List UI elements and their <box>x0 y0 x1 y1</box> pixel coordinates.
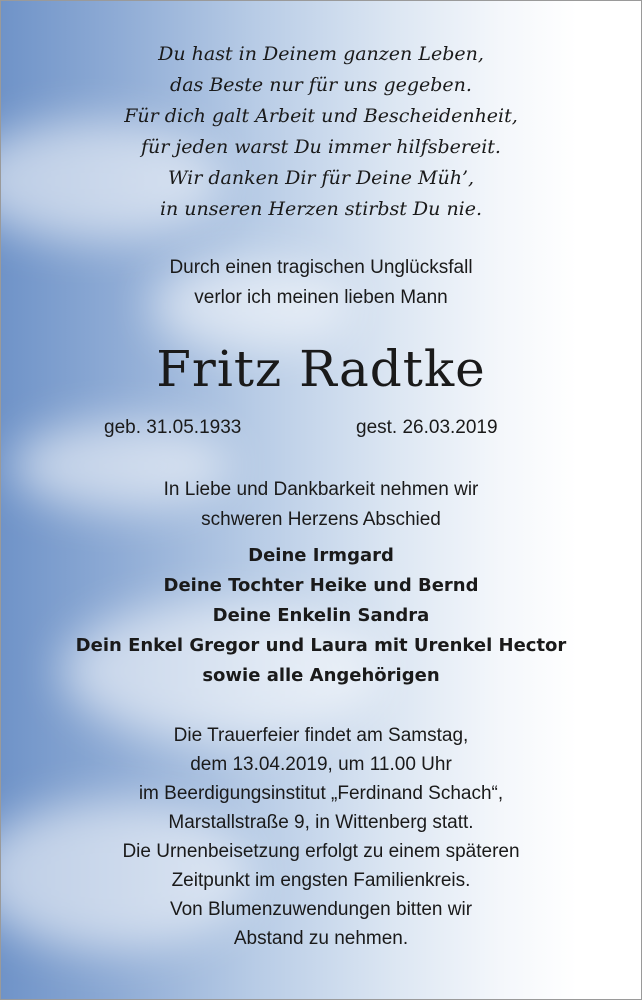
mourner-entry: Deine Irmgard <box>248 545 394 566</box>
farewell-text <box>1 475 641 535</box>
poem-line: Wir danken Dir für Deine Müh’, <box>167 167 475 189</box>
mourner-entry: Deine Tochter Heike und Bernd <box>163 575 479 596</box>
poem-line: in unseren Herzen stirbst Du nie. <box>159 198 483 220</box>
service-line: Die Urnenbeisetzung erfolgt zu einem späteren <box>122 841 520 862</box>
mourner-entry: Dein Enkel Gregor und Laura mit Urenkel Hector <box>75 635 567 656</box>
service-line: dem 13.04.2019, um 11.00 Uhr <box>190 754 452 775</box>
poem-line: das Beste nur für uns gegeben. <box>170 74 472 96</box>
service-line: im Beerdigungsinstitut „Ferdinand Schach“, <box>138 783 504 804</box>
intro-line: Durch einen tragischen Unglücksfall <box>169 257 473 278</box>
farewell-line: schweren Herzens Abschied <box>201 509 441 530</box>
mourners-list <box>1 541 641 691</box>
intro-line: verlor ich meinen lieben Mann <box>194 287 448 308</box>
life-dates <box>1 413 641 443</box>
intro-text <box>1 253 641 313</box>
mourner-entry: Deine Enkelin Sandra <box>212 605 430 626</box>
mourner-entry: sowie alle Angehörigen <box>202 665 440 686</box>
poem-line: Du hast in Deinem ganzen Leben, <box>158 43 484 65</box>
service-line: Abstand zu nehmen. <box>233 928 409 949</box>
deceased-name: Fritz Radtke <box>156 340 486 398</box>
service-line: Von Blumenzuwendungen bitten wir <box>169 899 473 920</box>
service-details <box>1 721 641 953</box>
birth-date: geb. 31.05.1933 <box>104 417 242 438</box>
farewell-line: In Liebe und Dankbarkeit nehmen wir <box>163 479 479 500</box>
poem-line: für jeden warst Du immer hilfsbereit. <box>141 136 501 158</box>
obituary-content <box>1 1 641 999</box>
memorial-poem <box>1 39 641 225</box>
service-line: Die Trauerfeier findet am Samstag, <box>173 725 469 746</box>
death-date: gest. 26.03.2019 <box>356 417 498 438</box>
service-line: Zeitpunkt im engsten Familienkreis. <box>171 870 471 891</box>
service-line: Marstallstraße 9, in Wittenberg statt. <box>168 812 474 833</box>
poem-line: Für dich galt Arbeit und Bescheidenheit, <box>124 105 518 127</box>
